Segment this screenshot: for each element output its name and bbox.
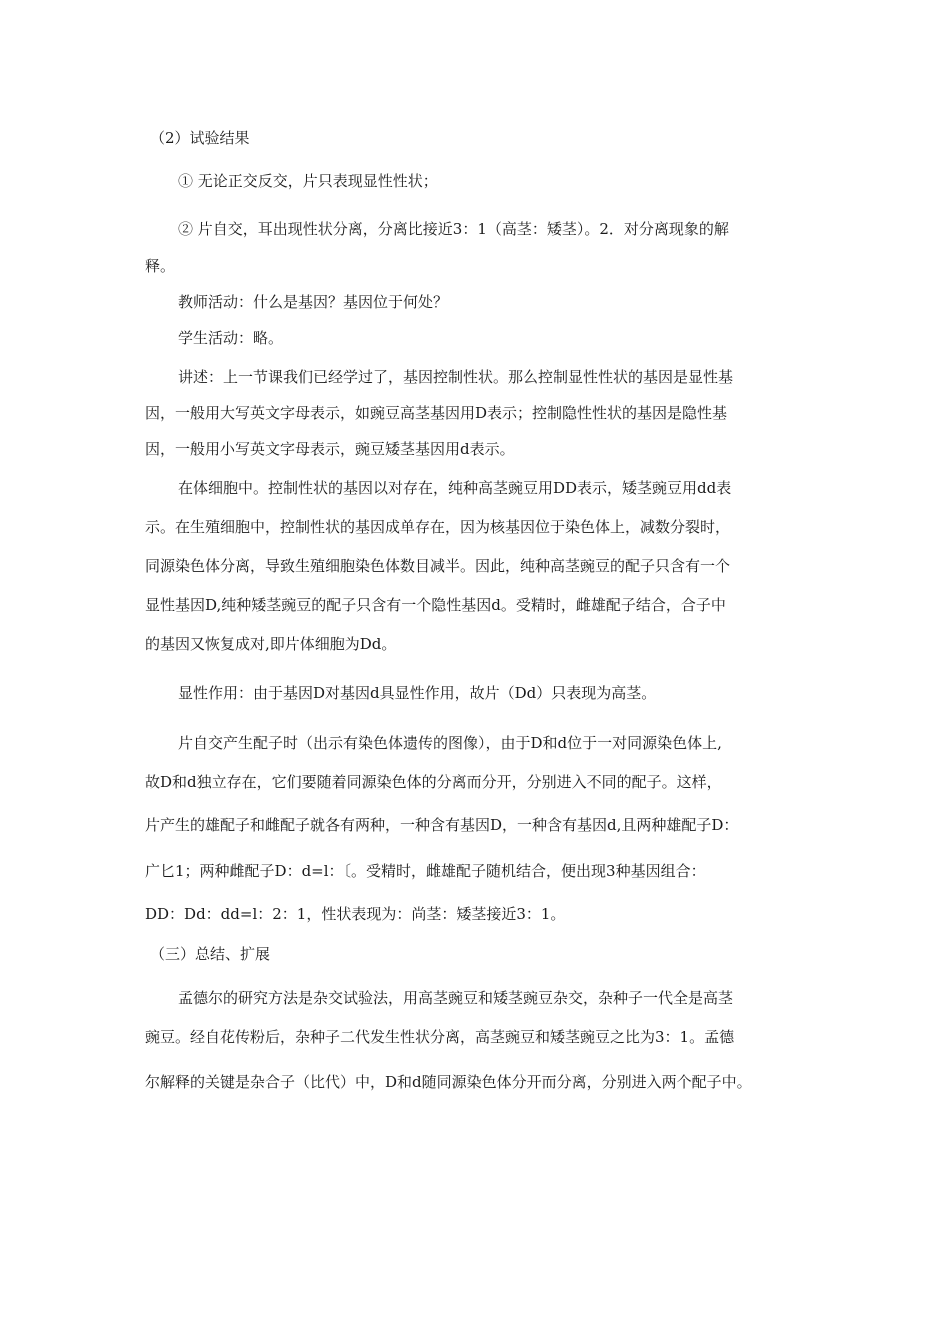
student-activity: 学生活动：略。: [178, 329, 284, 347]
somatic-cell-line-3: 同源染色体分离，导致生殖细胞染色体数目减半。因此，纯种高茎豌豆的配子只含有一个: [145, 557, 731, 575]
summary-line-2: 豌豆。经自花传粉后，杂种子二代发生性状分离，高茎豌豆和矮茎豌豆之比为3：1。孟德: [145, 1028, 735, 1046]
summary-line-3: 尔解释的关键是杂合子（比代）中，D和d随同源染色体分开而分离，分别进入两个配子中。: [145, 1073, 752, 1091]
lecture-line-1: 讲述：上一节课我们已经学过了，基因控制性状。那么控制显性性状的基因是显性基: [178, 368, 734, 386]
selfing-line-1: 片自交产生配子时（出示有染色体遗传的图像），由于D和d位于一对同源染色体上,: [178, 734, 722, 752]
result-item-1: ① 无论正交反交，片只表现显性性状；: [178, 172, 438, 190]
selfing-line-5: DD：Dd：dd=l：2：1，性状表现为：尚茎：矮茎接近3：1。: [145, 905, 566, 923]
result-item-2-line-2: 释。: [145, 257, 176, 275]
somatic-cell-line-4: 显性基因D,纯种矮茎豌豆的配子只含有一个隐性基因d。受精时，雌雄配子结合，合子中: [145, 596, 726, 614]
selfing-line-4: 广匕1；两种雌配子D：d=l：〔。受精时，雌雄配子随机结合，便出现3种基因组合：: [145, 862, 706, 880]
somatic-cell-line-2: 示。在生殖细胞中，控制性状的基因成单存在，因为核基因位于染色体上，减数分裂时，: [145, 518, 731, 536]
selfing-line-3: 片产生的雄配子和雌配子就各有两种，一种含有基因D，一种含有基因d,且两种雄配子D：: [145, 816, 739, 834]
dominance-line: 显性作用：由于基因D对基因d具显性作用，故片（Dd）只表现为高茎。: [178, 684, 657, 702]
lecture-line-3: 因，一般用小写英文字母表示，豌豆矮茎基因用d表示。: [145, 440, 515, 458]
summary-line-1: 孟德尔的研究方法是杂交试验法，用高茎豌豆和矮茎豌豆杂交，杂种子一代全是高茎: [178, 989, 734, 1007]
lecture-line-2: 因，一般用大写英文字母表示，如豌豆高茎基因用D表示；控制隐性性状的基因是隐性基: [145, 404, 728, 422]
section-heading-summary: （三）总结、扩展: [150, 945, 271, 963]
somatic-cell-line-5: 的基因又恢复成对,即片体细胞为Dd。: [145, 635, 397, 653]
result-item-2-line-1: ② 片自交，耳出现性状分离，分离比接近3：1（高茎：矮茎）。2．对分离现象的解: [178, 220, 729, 238]
somatic-cell-line-1: 在体细胞中。控制性状的基因以对存在，纯种高茎豌豆用DD表示，矮茎豌豆用dd表: [178, 479, 732, 497]
section-heading-results: （2）试验结果: [150, 129, 250, 147]
teacher-activity: 教师活动：什么是基因？基因位于何处？: [178, 293, 449, 311]
selfing-line-2: 故D和d独立存在，它们要随着同源染色体的分离而分开，分别进入不同的配子。这样，: [145, 773, 722, 791]
